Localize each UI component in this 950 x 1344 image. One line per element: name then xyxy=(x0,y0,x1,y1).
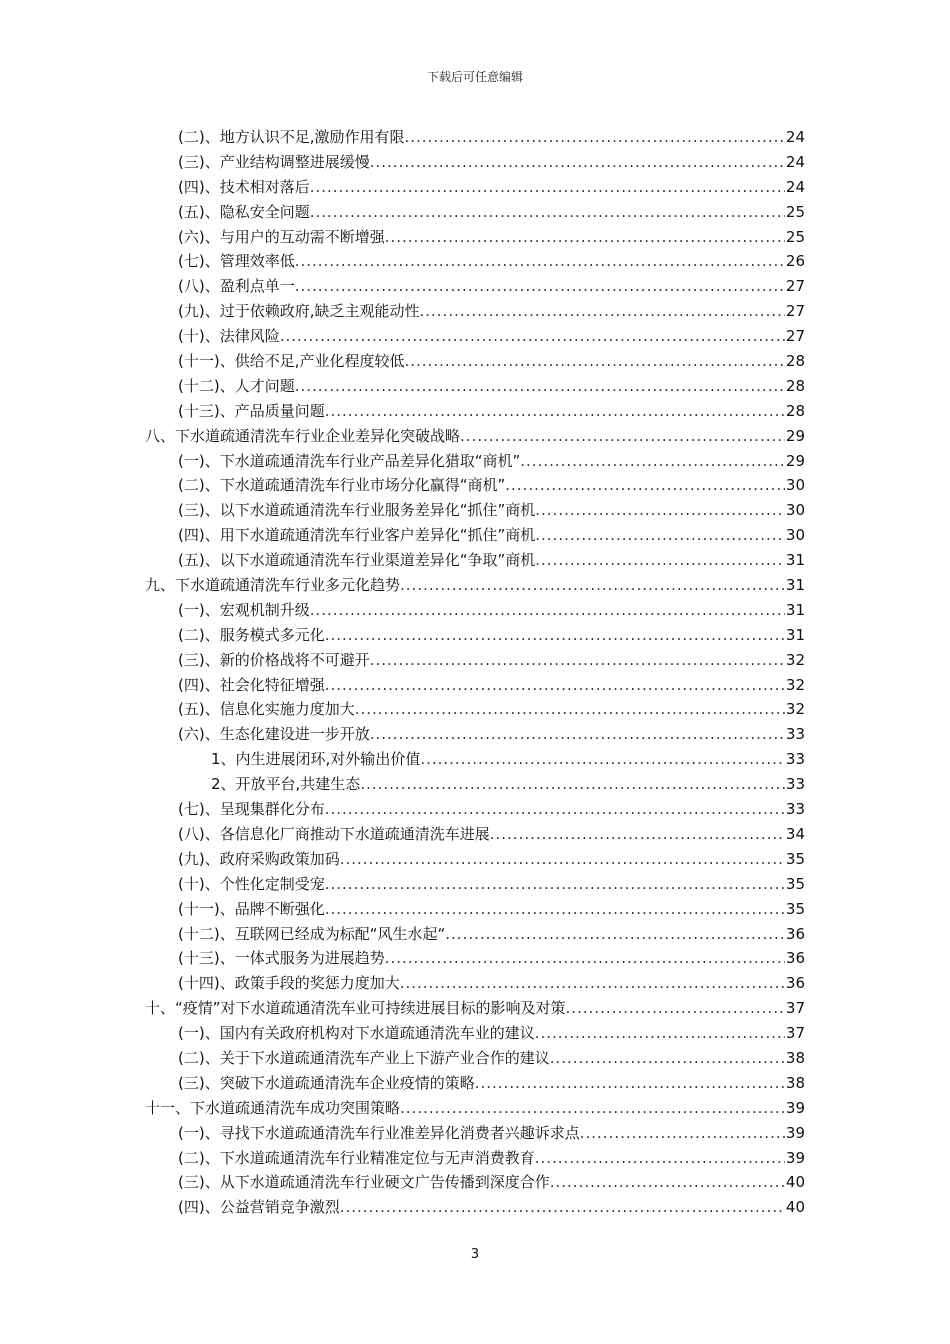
toc-entry-label: (五)、隐私安全问题 xyxy=(178,202,310,221)
toc-entry-page: 32 xyxy=(785,700,805,719)
toc-dot-leader xyxy=(340,1198,785,1216)
toc-entry[interactable] xyxy=(145,250,805,275)
toc-entry[interactable] xyxy=(145,848,805,873)
toc-dot-leader xyxy=(370,725,785,743)
toc-entry-label: 1、内生进展闭环,对外输出价值 xyxy=(211,750,421,769)
toc-entry-page: 30 xyxy=(785,526,805,545)
toc-dot-leader xyxy=(505,476,785,494)
toc-entry-label: (七)、管理效率低 xyxy=(178,252,295,271)
toc-entry-label: (二)、下水道疏通清洗车行业市场分化赢得“商机” xyxy=(178,476,506,495)
toc-entry-page: 33 xyxy=(785,800,805,819)
toc-dot-leader xyxy=(550,1173,785,1191)
toc-entry-label: (九)、政府采购政策加码 xyxy=(178,849,340,868)
toc-dot-leader xyxy=(475,1074,785,1092)
toc-entry[interactable] xyxy=(145,723,805,748)
toc-dot-leader xyxy=(355,700,785,718)
toc-entry[interactable] xyxy=(145,400,805,425)
toc-entry-label: (十三)、一体式服务为进展趋势 xyxy=(178,949,385,968)
toc-entry-label: 九、下水道疏通清洗车行业多元化趋势 xyxy=(145,576,401,595)
toc-entry-page: 39 xyxy=(785,1098,805,1117)
toc-entry-label: 十、“疫情”对下水道疏通清洗车业可持续进展目标的影响及对策 xyxy=(145,999,566,1018)
toc-entry-page: 30 xyxy=(785,501,805,520)
toc-entry[interactable] xyxy=(145,997,805,1022)
toc-dot-leader xyxy=(400,576,785,594)
toc-entry-page: 35 xyxy=(785,849,805,868)
toc-dot-leader xyxy=(535,526,785,544)
toc-entry-label: (十)、个性化定制受宠 xyxy=(178,874,325,893)
toc-entry-label: (十)、法律风险 xyxy=(178,327,280,346)
toc-entry-page: 37 xyxy=(785,1024,805,1043)
toc-entry[interactable] xyxy=(145,773,805,798)
toc-entry[interactable] xyxy=(145,176,805,201)
toc-entry[interactable] xyxy=(145,674,805,699)
toc-entry-page: 25 xyxy=(785,227,805,246)
toc-entry-label: (二)、服务模式多元化 xyxy=(178,625,325,644)
toc-dot-leader xyxy=(360,775,785,793)
toc-entry-label: (一)、国内有关政府机构对下水道疏通清洗车业的建议 xyxy=(178,1024,535,1043)
toc-entry[interactable] xyxy=(145,474,805,499)
toc-entry-label: (二)、下水道疏通清洗车行业精准定位与无声消费教育 xyxy=(178,1148,535,1167)
toc-entry[interactable] xyxy=(145,126,805,151)
toc-entry-page: 39 xyxy=(785,1148,805,1167)
toc-entry-label: (十三)、产品质量问题 xyxy=(178,401,325,420)
toc-entry[interactable] xyxy=(145,549,805,574)
toc-dot-leader xyxy=(400,1099,785,1117)
toc-entry-page: 30 xyxy=(785,476,805,495)
toc-entry[interactable] xyxy=(145,873,805,898)
toc-dot-leader xyxy=(404,128,784,146)
toc-dot-leader xyxy=(535,551,785,569)
toc-entry-label: (一)、宏观机制升级 xyxy=(178,600,310,619)
toc-dot-leader xyxy=(385,949,785,967)
toc-dot-leader xyxy=(340,850,785,868)
toc-entry-label: (十一)、品牌不断强化 xyxy=(178,899,325,918)
toc-entry-label: 八、下水道疏通清洗车行业企业差异化突破战略 xyxy=(145,426,461,445)
toc-entry-label: (三)、从下水道疏通清洗车行业硬文广告传播到深度合作 xyxy=(178,1173,550,1192)
toc-entry[interactable] xyxy=(145,1147,805,1172)
toc-entry-label: 十一、下水道疏通清洗车成功突围策略 xyxy=(145,1098,401,1117)
toc-entry[interactable] xyxy=(145,698,805,723)
toc-entry-page: 36 xyxy=(785,949,805,968)
toc-dot-leader xyxy=(550,1049,785,1067)
toc-dot-leader xyxy=(325,626,785,644)
toc-entry[interactable] xyxy=(145,823,805,848)
toc-dot-leader xyxy=(385,228,785,246)
toc-entry-page: 27 xyxy=(785,327,805,346)
toc-dot-leader xyxy=(280,327,785,345)
toc-entry-page: 31 xyxy=(785,625,805,644)
toc-entry[interactable] xyxy=(145,923,805,948)
toc-entry-page: 28 xyxy=(785,352,805,371)
toc-entry-label: (六)、与用户的互动需不断增强 xyxy=(178,227,385,246)
toc-entry-page: 31 xyxy=(785,600,805,619)
toc-entry-page: 35 xyxy=(785,899,805,918)
toc-entry-page: 31 xyxy=(785,551,805,570)
toc-entry-label: (三)、以下水道疏通清洗车行业服务差异化“抓住”商机 xyxy=(178,501,536,520)
toc-entry-page: 38 xyxy=(785,1048,805,1067)
toc-entry-label: (三)、突破下水道疏通清洗车企业疫情的策略 xyxy=(178,1073,475,1092)
toc-entry-page: 33 xyxy=(785,725,805,744)
toc-dot-leader xyxy=(419,302,784,320)
toc-entry-page: 27 xyxy=(785,302,805,321)
toc-dot-leader xyxy=(325,800,785,818)
toc-entry-page: 40 xyxy=(785,1173,805,1192)
toc-entry-label: 2、开放平台,共建生态 xyxy=(211,775,361,794)
toc-entry-page: 28 xyxy=(785,376,805,395)
toc-entry-label: (四)、公益营销竞争激烈 xyxy=(178,1198,340,1217)
toc-entry-page: 25 xyxy=(785,202,805,221)
toc-entry-page: 27 xyxy=(785,277,805,296)
toc-dot-leader xyxy=(580,1124,785,1142)
toc-entry-label: (三)、产业结构调整进展缓慢 xyxy=(178,152,370,171)
toc-entry[interactable] xyxy=(145,798,805,823)
toc-entry-label: (十一)、供给不足,产业化程度较低 xyxy=(178,352,405,371)
toc-entry[interactable] xyxy=(145,1122,805,1147)
toc-entry-label: (九)、过于依赖政府,缺乏主观能动性 xyxy=(178,302,420,321)
toc-dot-leader xyxy=(325,676,785,694)
toc-dot-leader xyxy=(420,750,785,768)
toc-entry[interactable] xyxy=(145,972,805,997)
toc-entry[interactable] xyxy=(145,649,805,674)
page-header: 下载后可任意编辑 xyxy=(426,70,523,84)
toc-entry-label: (一)、寻找下水道疏通清洗车行业准差异化消费者兴趣诉求点 xyxy=(178,1123,580,1142)
toc-entry-label: (四)、社会化特征增强 xyxy=(178,675,325,694)
toc-entry-page: 24 xyxy=(785,152,805,171)
toc-entry-page: 37 xyxy=(785,999,805,1018)
toc-entry-page: 40 xyxy=(785,1198,805,1217)
toc-dot-leader xyxy=(325,900,785,918)
toc-entry-label: (四)、技术相对落后 xyxy=(178,177,310,196)
toc-entry-page: 28 xyxy=(785,401,805,420)
toc-dot-leader xyxy=(295,377,785,395)
toc-entry[interactable] xyxy=(145,350,805,375)
toc-entry-label: (十四)、政策手段的奖惩力度加大 xyxy=(178,974,400,993)
toc-entry-label: (十二)、互联网已经成为标配“风生水起“ xyxy=(178,924,446,943)
toc-entry-label: (八)、盈利点单一 xyxy=(178,277,295,296)
toc-entry[interactable] xyxy=(145,499,805,524)
toc-entry-page: 31 xyxy=(785,576,805,595)
toc-dot-leader xyxy=(520,452,785,470)
toc-entry-page: 24 xyxy=(785,128,805,146)
toc-entry-page: 32 xyxy=(785,675,805,694)
toc-entry-page: 34 xyxy=(785,824,805,843)
toc-entry[interactable] xyxy=(145,898,805,923)
toc-entry-label: (六)、生态化建设进一步开放 xyxy=(178,725,370,744)
table-of-contents xyxy=(145,126,805,1221)
toc-entry[interactable] xyxy=(145,599,805,624)
toc-entry-label: (二)、地方认识不足,激励作用有限 xyxy=(178,128,405,146)
toc-dot-leader xyxy=(445,925,785,943)
toc-entry[interactable] xyxy=(145,1097,805,1122)
toc-entry[interactable] xyxy=(145,325,805,350)
toc-entry[interactable] xyxy=(145,1047,805,1072)
toc-entry[interactable] xyxy=(145,574,805,599)
toc-entry[interactable] xyxy=(145,947,805,972)
toc-entry-page: 26 xyxy=(785,252,805,271)
toc-entry[interactable] xyxy=(145,1072,805,1097)
toc-entry[interactable] xyxy=(145,1022,805,1047)
toc-entry[interactable] xyxy=(145,624,805,649)
toc-dot-leader xyxy=(535,1149,785,1167)
toc-entry[interactable] xyxy=(145,524,805,549)
toc-entry-label: (四)、用下水道疏通清洗车行业客户差异化“抓住”商机 xyxy=(178,526,536,545)
toc-dot-leader xyxy=(310,601,785,619)
toc-entry-label: (十二)、人才问题 xyxy=(178,376,295,395)
toc-dot-leader xyxy=(460,427,785,445)
toc-dot-leader xyxy=(295,252,785,270)
toc-entry-label: (八)、各信息化厂商推动下水道疏通清洗车进展 xyxy=(178,824,490,843)
toc-entry[interactable] xyxy=(145,425,805,450)
toc-dot-leader xyxy=(325,875,785,893)
toc-entry[interactable] xyxy=(145,275,805,300)
toc-dot-leader xyxy=(310,203,785,221)
toc-dot-leader xyxy=(370,153,785,171)
page-number: 3 xyxy=(470,1247,480,1262)
toc-entry[interactable] xyxy=(145,748,805,773)
toc-entry[interactable] xyxy=(145,151,805,176)
toc-entry-page: 29 xyxy=(785,451,805,470)
toc-entry-page: 36 xyxy=(785,974,805,993)
toc-entry-page: 32 xyxy=(785,650,805,669)
toc-entry-page: 33 xyxy=(785,750,805,769)
toc-entry-label: (三)、新的价格战将不可避开 xyxy=(178,650,370,669)
toc-dot-leader xyxy=(400,974,785,992)
toc-entry-page: 24 xyxy=(785,177,805,196)
toc-entry-label: (五)、以下水道疏通清洗车行业渠道差异化“争取”商机 xyxy=(178,551,536,570)
toc-entry[interactable] xyxy=(145,375,805,400)
toc-dot-leader xyxy=(535,1024,785,1042)
toc-entry-page: 39 xyxy=(785,1123,805,1142)
toc-dot-leader xyxy=(325,402,785,420)
toc-entry-label: (五)、信息化实施力度加大 xyxy=(178,700,355,719)
toc-entry[interactable] xyxy=(145,1196,805,1221)
toc-entry[interactable] xyxy=(145,201,805,226)
toc-entry[interactable] xyxy=(145,1171,805,1196)
toc-dot-leader xyxy=(535,501,785,519)
toc-dot-leader xyxy=(404,352,784,370)
toc-dot-leader xyxy=(310,178,785,196)
toc-entry[interactable] xyxy=(145,226,805,251)
toc-entry-label: (一)、下水道疏通清洗车行业产品差异化猎取“商机” xyxy=(178,451,521,470)
toc-entry-label: (七)、呈现集群化分布 xyxy=(178,800,325,819)
toc-entry[interactable] xyxy=(145,300,805,325)
toc-entry-page: 38 xyxy=(785,1073,805,1092)
toc-entry[interactable] xyxy=(145,450,805,475)
toc-entry-page: 29 xyxy=(785,426,805,445)
toc-entry-page: 36 xyxy=(785,924,805,943)
toc-dot-leader xyxy=(490,825,785,843)
toc-dot-leader xyxy=(566,999,785,1017)
toc-entry-page: 33 xyxy=(785,775,805,794)
toc-dot-leader xyxy=(370,651,785,669)
toc-dot-leader xyxy=(295,277,785,295)
toc-entry-label: (二)、关于下水道疏通清洗车产业上下游产业合作的建议 xyxy=(178,1048,550,1067)
toc-entry-page: 35 xyxy=(785,874,805,893)
